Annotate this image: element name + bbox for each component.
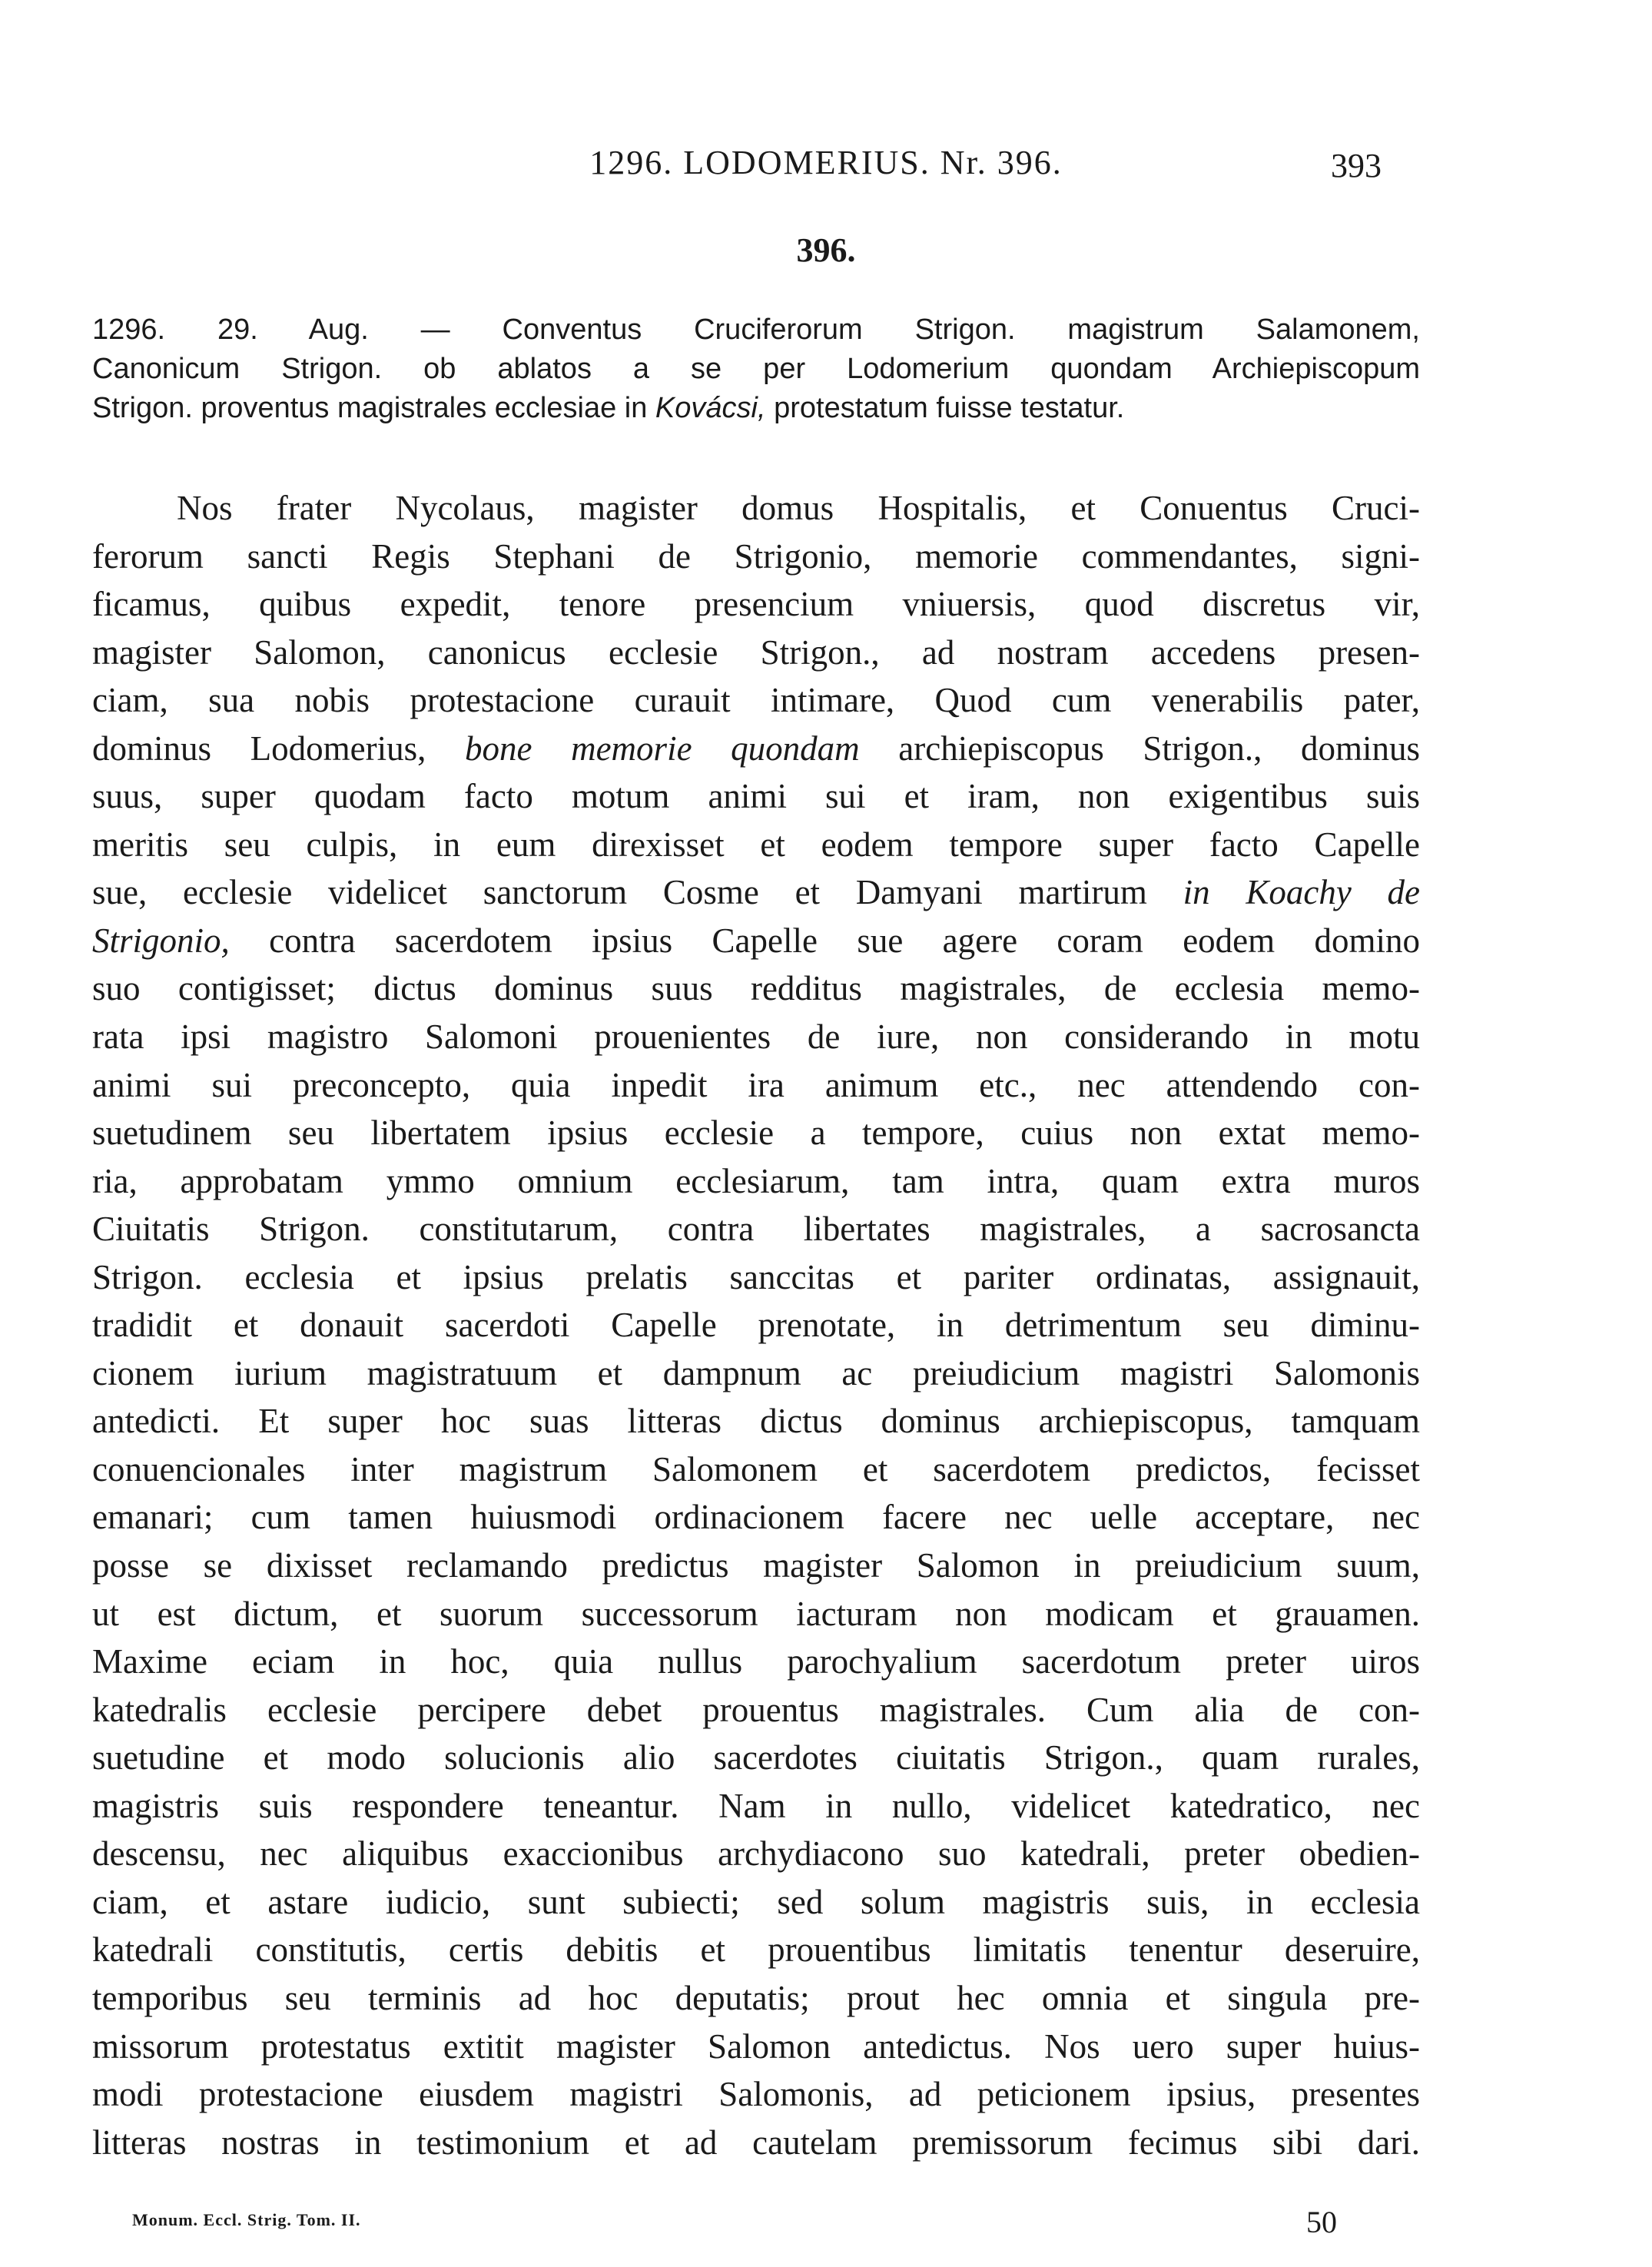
text-line: magister Salomon, canonicus ecclesie Strigon., ad nostram accedens presen- xyxy=(92,632,1420,672)
text-line: ferorum sancti Regis Stephani de Strigonio, memorie commendantes, signi- xyxy=(92,536,1420,576)
text-line xyxy=(92,725,1420,773)
text-line: meritis seu culpis, in eum direxisset et eodem tempore super facto Capelle xyxy=(92,825,1420,864)
footer-source: Monum. Eccl. Strig. Tom. II. xyxy=(132,2210,361,2229)
text-line: suetudine et modo solucionis alio sacerdotes ciuitatis Strigon., quam rurales, xyxy=(92,1738,1420,1777)
regest-line xyxy=(92,389,1420,428)
page-number: 393 xyxy=(1331,147,1382,184)
text-line: conuencionales inter magistrum Salomonem et sacerdotem predictos, fecisset xyxy=(92,1449,1420,1489)
text-line: animi sui preconcepto, quia inpedit ira animum etc., nec attendendo con- xyxy=(92,1065,1420,1104)
italic-phrase: bone memorie quondam xyxy=(464,729,860,768)
text-line: suus, super quodam facto motum animi sui et iram, non exigentibus suis xyxy=(92,777,1420,816)
text-line: suo contigisset; dictus dominus suus redditus magistrales, de ecclesia memo- xyxy=(92,969,1420,1008)
charter-text xyxy=(92,484,1420,2166)
text-line: emanari; cum tamen huiusmodi ordinacionem facere nec uelle acceptare, nec xyxy=(92,1498,1420,1537)
text-line: antedicti. Et super hoc suas litteras dictus dominus archiepiscopus, tamquam xyxy=(92,1402,1420,1441)
text-fragment: contra sacerdotem ipsius Capelle sue agere coram eodem domino xyxy=(229,921,1420,960)
text-line: ria, approbatam ymmo omnium ecclesiarum, tam intra, quam extra muros xyxy=(92,1161,1420,1200)
regest-line: Canonicum Strigon. ob ablatos a se per Lodomerium quondam Archiepiscopum xyxy=(92,353,1420,385)
text-line xyxy=(92,917,1420,965)
text-line: suetudinem seu libertatem ipsius ecclesie a tempore, cuius non extat memo- xyxy=(92,1114,1420,1153)
page-footer xyxy=(0,2204,1652,2242)
regest-line: 1296. 29. Aug. — Conventus Cruciferorum Strigon. magistrum Salamonem, xyxy=(92,314,1420,346)
text-line: magistris suis respondere teneantur. Nam in nullo, videlicet katedratico, nec xyxy=(92,1786,1420,1825)
text-line: posse se dixisset reclamando predictus magister Salomon in preiudicium suum, xyxy=(92,1546,1420,1585)
regest-text: Strigon. proventus magistrales ecclesiae in xyxy=(92,392,655,424)
text-line: Maxime eciam in hoc, quia nullus parochyalium sacerdotum preter uiros xyxy=(92,1642,1420,1681)
text-line: katedralis ecclesie percipere debet prouentus magistrales. Cum alia de con- xyxy=(92,1690,1420,1729)
running-head xyxy=(0,143,1652,189)
text-fragment: dominus Lodomerius, xyxy=(92,729,465,768)
text-fragment: archiepiscopus Strigon., dominus xyxy=(859,729,1420,768)
sheet-signature: 50 xyxy=(1306,2205,1337,2239)
regest-text: protestatum fuisse testatur. xyxy=(765,392,1125,424)
text-line xyxy=(92,868,1420,917)
place-name: in Koachy de xyxy=(1183,873,1420,912)
text-line: temporibus seu terminis ad hoc deputatis; prout hec omnia et singula pre- xyxy=(92,1978,1420,2017)
text-line: ciam, et astare iudicio, sunt subiecti; sed solum magistris suis, in ecclesia xyxy=(92,1882,1420,1921)
place-name: Kovácsi, xyxy=(655,392,766,424)
text-line: missorum protestatus extitit magister Salomon antedictus. Nos uero super huius- xyxy=(92,2026,1420,2066)
document-number: 396. xyxy=(796,231,856,269)
text-line: Nos frater Nycolaus, magister domus Hospitalis, et Conuentus Cruci- xyxy=(177,489,1420,527)
text-line: litteras nostras in testimonium et ad cautelam premissorum fecimus sibi dari. xyxy=(92,2123,1420,2162)
place-name: Strigonio, xyxy=(92,921,230,960)
text-line: descensu, nec aliquibus exaccionibus archydiacono suo katedrali, preter obedien- xyxy=(92,1834,1420,1874)
text-line: modi protestacione eiusdem magistri Salomonis, ad peticionem ipsius, presentes xyxy=(92,2075,1420,2114)
text-line: Ciuitatis Strigon. constitutarum, contra libertates magistrales, a sacrosancta xyxy=(92,1210,1420,1249)
text-line: rata ipsi magistro Salomoni prouenientes de iure, non considerando in motu xyxy=(92,1017,1420,1057)
text-line: ficamus, quibus expedit, tenore presencium vniuersis, quod discretus vir, xyxy=(92,585,1420,624)
text-fragment: sue, ecclesie videlicet sanctorum Cosme et Damyani martirum xyxy=(92,873,1183,912)
running-title: 1296. LODOMERIUS. Nr. 396. xyxy=(589,144,1063,181)
text-line: tradidit et donauit sacerdoti Capelle prenotate, in detrimentum seu diminu- xyxy=(92,1306,1420,1345)
text-line: ciam, sua nobis protestacione curauit intimare, Quod cum venerabilis pater, xyxy=(92,681,1420,720)
text-line: ut est dictum, et suorum successorum iacturam non modicam et grauamen. xyxy=(92,1594,1420,1633)
regest-summary xyxy=(92,310,1420,428)
text-line: katedrali constitutis, certis debitis et prouentibus limitatis tenentur deseruire, xyxy=(92,1930,1420,1970)
text-line: Strigon. ecclesia et ipsius prelatis sanccitas et pariter ordinatas, assignauit, xyxy=(92,1257,1420,1296)
text-line: cionem iurium magistratuum et dampnum ac preiudicium magistri Salomonis xyxy=(92,1353,1420,1392)
